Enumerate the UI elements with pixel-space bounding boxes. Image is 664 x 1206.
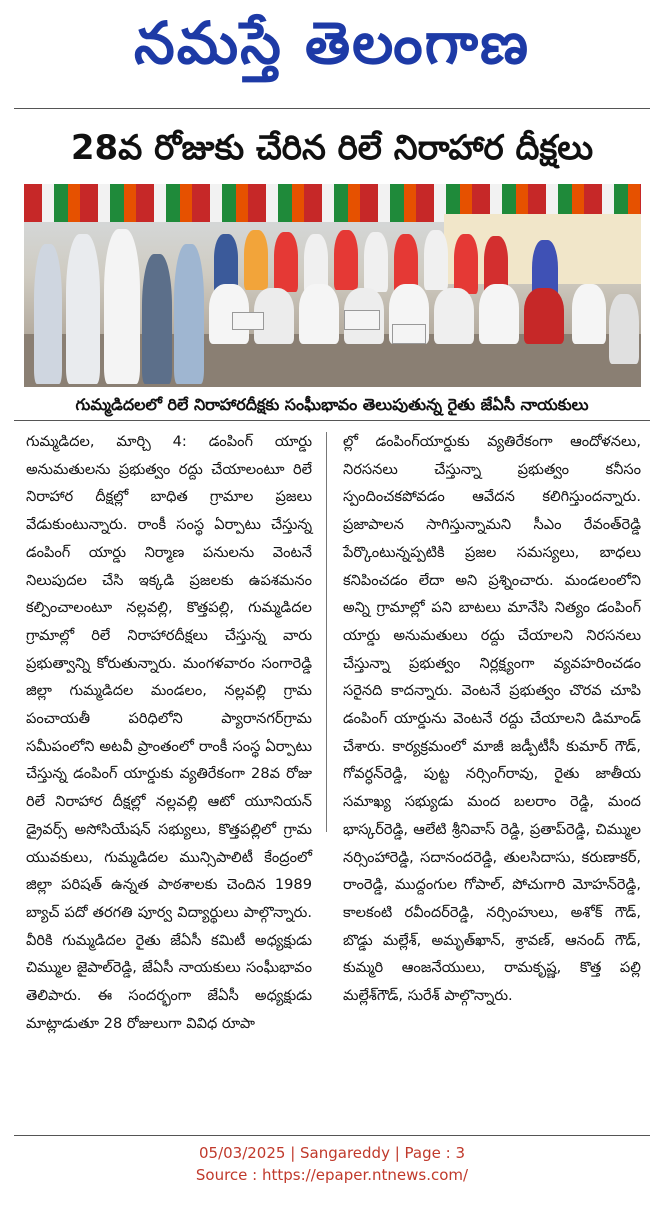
placard: [344, 310, 380, 330]
article-headline: 28వ రోజుకు చేరిన రిలే నిరాహార దీక్షలు: [70, 128, 594, 168]
placard: [392, 324, 426, 344]
source-line: Source : https://epaper.ntnews.com/: [195, 1166, 469, 1184]
news-photo: [24, 184, 641, 387]
person-figure: [142, 254, 172, 384]
article-column-left: [26, 428, 312, 1037]
person-figure: [66, 234, 100, 384]
person-figure: [104, 229, 140, 384]
edition-line: 05/03/2025 | Sangareddy | Page : 3: [198, 1144, 465, 1162]
article-column-right: [343, 428, 641, 1010]
placard: [232, 312, 264, 330]
person-figure: [34, 244, 62, 384]
masthead: [0, 0, 664, 110]
masthead-divider: [14, 108, 650, 109]
person-figure: [299, 284, 339, 344]
photo-caption: గుమ్మడిదలలో రిలే నిరాహారదీక్షకు సంఘీభావం తెలుపుతున్న రైతు జేఏసీ నాయకులు: [75, 395, 589, 414]
person-figure: [274, 232, 298, 292]
caption-divider: [14, 420, 650, 421]
person-figure: [479, 284, 519, 344]
column-divider: [326, 432, 327, 832]
article-text-right: ల్లో డంపింగ్‌యార్డుకు వ్యతిరేకంగా ఆందోళనలు, నిరసనలు చేస్తున్నా ప్రభుత్వం కనీసం స్పందించకపోవడం ఆవేదన కలిగిస్తుందన్నారు. ప్రజాపాలన సాగిస్తున్నామని సీఎం రేవంత్‌రెడ్డి పేర్కొంటున్నప్పటికి ప్రజల సమస్యలు, బాధలు కనిపించడం లేదా అని ప్రశ్నించారు. మండలంలోని అన్ని గ్రామాల్లో పని బాటలు మానేసి నిత్యం డంపింగ్ యార్డు అనుమతులు రద్దు చేయాలని నిరసనలు చేస్తున్నా ప్రభుత్వం నిర్లక్ష్యంగా వ్యవహరించడం సరైనది కాదన్నారు. వెంటనే ప్రభుత్వం చొరవ చూపి డంపింగ్ యార్డును వెంటనే రద్దు చేయాలని డిమాండ్ చేశారు. కార్యక్రమంలో మాజీ జడ్పీటీసీ కుమార్ గౌడ్, గోవర్ధన్‌రెడ్డి, పుట్ట నర్సింగ్‌రావు, రైతు జాతీయ సమాఖ్య సభ్యుడు మంద బలరాం రెడ్డి, మంద భాస్కర్‌రెడ్డి, ఆలేటి శ్రీనివాస్ రెడ్డి, ప్రతాప్‌రెడ్డి, చిమ్ముల నర్సింహారెడ్డి, సదానందరెడ్డి, తులసిదాసు, కరుణాకర్, రాంరెడ్డి, ముద్దంగుల గోపాల్, పోచుగారి మోహన్‌రెడ్డి, కాలకంటి రవీందర్‌రెడ్డి, నర్సింహులు, అశోక్ గౌడ్, బొడ్డు మల్లేశ్, అమృత్‌ఖాన్, శ్రావణ్, ఆనంద్ గౌడ్, కుమ్మరి ఆంజనేయులు, రామకృష్ణ, కొత్త పల్లి మల్లేశ్‌గౌడ్, సురేశ్ పాల్గొన్నారు.: [343, 433, 641, 1005]
article-text-left: గుమ్మడిదల, మార్చి 4: డంపింగ్ యార్డు అనుమతులను ప్రభుత్వం రద్దు చేయాలంటూ రిలే నిరాహార దీక్షల్లో బాధిత గ్రామాల ప్రజలు వేడుకుంటున్నారు. రాంకీ సంస్థ ఏర్పాటు చేస్తున్న డంపింగ్ యార్డు నిర్మాణ పనులను వెంటనే నిలుపుదల చేసి ఇక్కడి ప్రజలకు ఉపశమనం కల్పించాలంటూ నల్లవల్లి, కొత్తపల్లి, గుమ్మడిదల గ్రామాల్లో రిలే నిరాహారదీక్షలు చేస్తున్న వారు ప్రభుత్వాన్ని కోరుతున్నారు. మంగళవారం సంగారెడ్డి జిల్లా గుమ్మడిదల మండలం, నల్లవల్లి గ్రామ పంచాయతీ పరిధిలోని ప్యారానగర్‌గ్రామ సమీపంలోని అటవీ ప్రాంతంలో రాంకీ సంస్థ ఏర్పాటు చేస్తున్న డంపింగ్ యార్డుకు వ్యతిరేకంగా 28వ రోజు రిలే నిరాహార దీక్షల్లో నల్లవల్లి ఆటో యూనియన్ డ్రైవర్స్ అసోసియేషన్ సభ్యులు, కొత్తపల్లిలో గ్రామ యువకులు, గుమ్మడిదల మున్సిపాలిటీ కేంద్రంలో జిల్లా పరిషత్ ఉన్నత పాఠశాలకు చెందిన 1989 బ్యాచ్ పదో తరగతి పూర్వ విద్యార్థులు పాల్గొన్నారు. వీరికి గుమ్మడిదల రైతు జేఏసీ కమిటీ అధ్యక్షుడు చిమ్ముల జైపాల్‌రెడ్డి, జేఏసీ నాయకులు సంఘీభావం తెలిపారు. ఈ సందర్భంగా జేఏసీ అధ్యక్షుడు మాట్లాడుతూ 28 రోజులుగా వివిధ రూపా: [26, 433, 312, 1032]
person-figure: [244, 230, 268, 290]
person-figure: [364, 232, 388, 292]
person-figure: [454, 234, 478, 294]
newspaper-logo: నమస్తే తెలంగాణ: [134, 9, 530, 77]
person-figure: [434, 288, 474, 344]
footer-divider: [14, 1135, 650, 1136]
person-figure: [174, 244, 204, 384]
person-figure: [524, 288, 564, 344]
person-figure: [609, 294, 639, 364]
person-figure: [572, 284, 606, 344]
person-figure: [424, 230, 448, 290]
person-figure: [334, 230, 358, 290]
